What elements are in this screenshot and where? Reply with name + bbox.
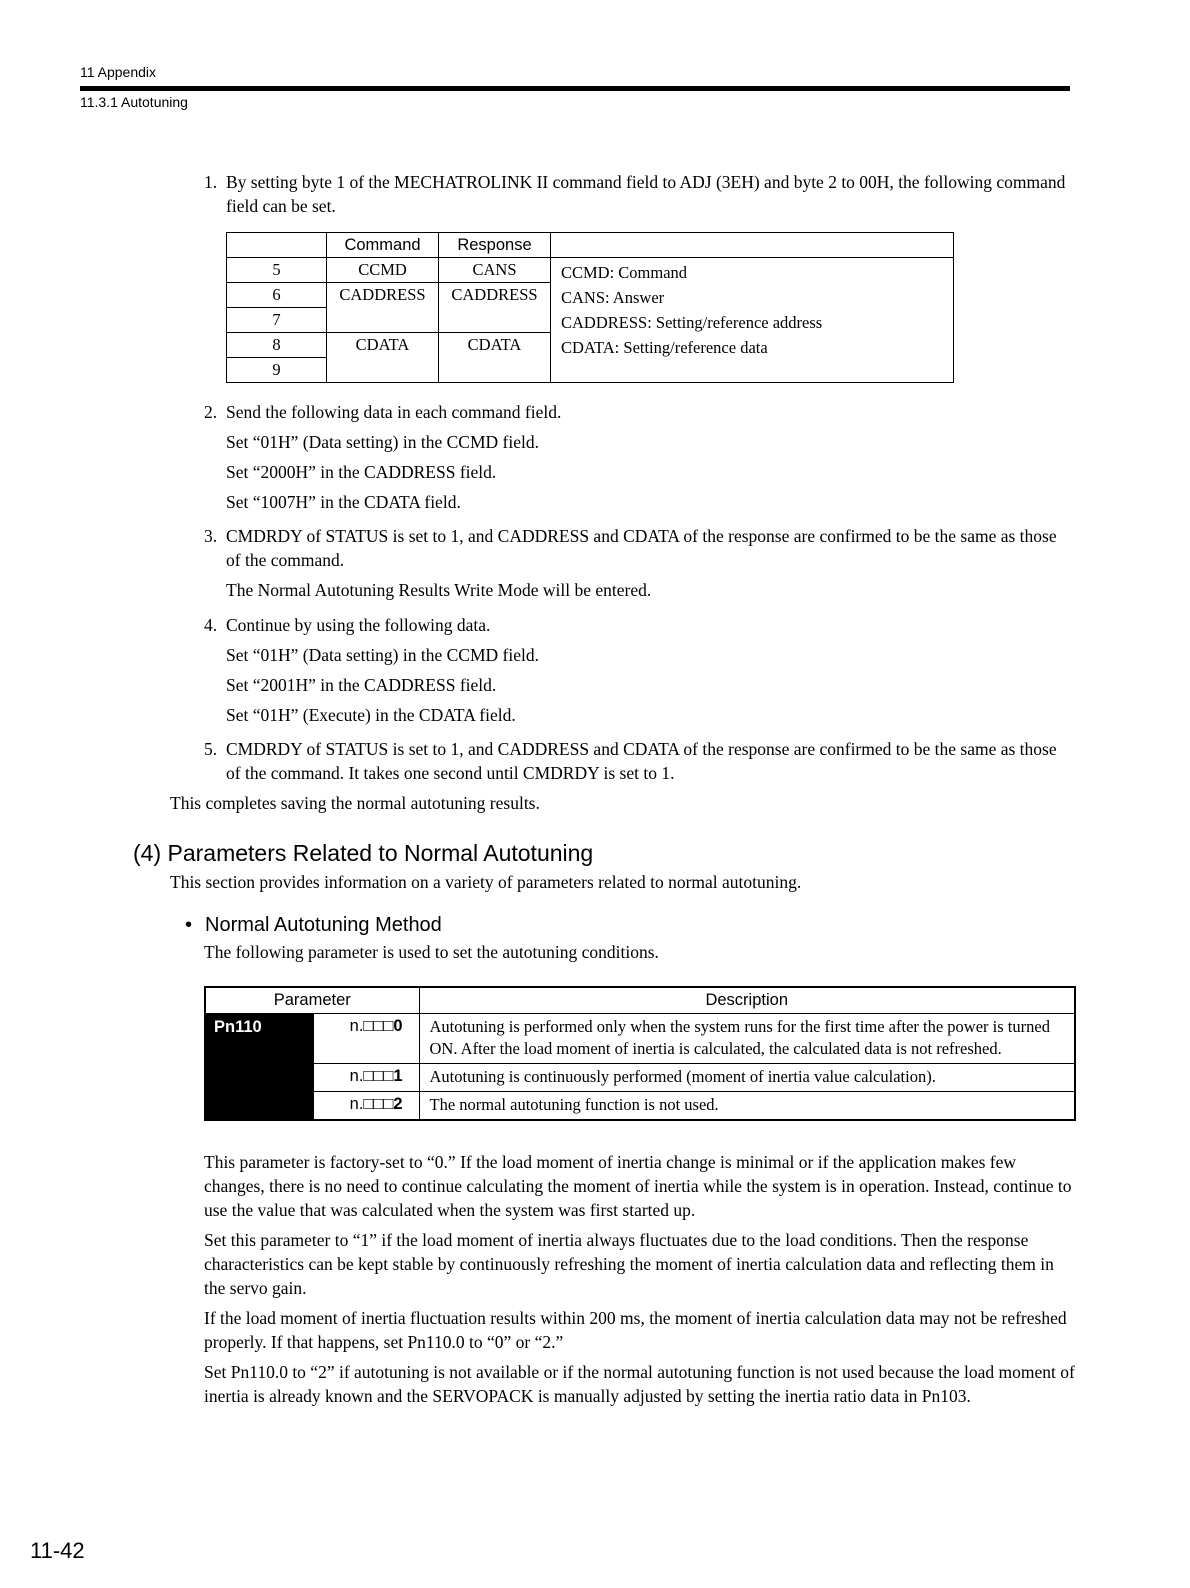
table-row [205, 1064, 1075, 1092]
subsection-title [185, 914, 442, 937]
setting-description: Autotuning is continuously performed (moment of inertia value calculation). [419, 1064, 1075, 1092]
step-5 [204, 737, 1072, 785]
step-3 [204, 524, 1072, 602]
step-number: 4. [204, 615, 218, 635]
code-digit: 1 [393, 1067, 403, 1085]
byte-cell: 5 [227, 258, 327, 283]
legend-header-cell [551, 233, 954, 258]
legend-item: CDATA: Setting/reference data [561, 338, 768, 357]
parameter-header: Parameter [205, 987, 419, 1014]
command-cell [327, 358, 439, 383]
legend-item: CCMD: Command [561, 263, 688, 282]
legend-item: CADDRESS: Setting/reference address [561, 313, 823, 332]
table-row [205, 1092, 1075, 1121]
section-header: 11.3.1 Autotuning [80, 94, 188, 110]
response-cell: CADDRESS [439, 283, 551, 308]
step-subline: Set “2000H” in the CADDRESS field. [226, 462, 497, 482]
step-subline: Set “01H” (Data setting) in the CCMD field. [226, 645, 539, 665]
byte-cell: 8 [227, 333, 327, 358]
step-number: 1. [204, 172, 218, 192]
table-row [227, 258, 954, 283]
parameter-table [204, 986, 1076, 1121]
step-text: Send the following data in each command field. [226, 402, 562, 422]
command-cell: CADDRESS [327, 283, 439, 308]
paragraph: Set Pn110.0 to “2” if autotuning is not available or if the normal autotuning function is not used because the load moment of inertia is already known and the SERVOPACK is manually adjusted by setting the inertia ratio data in Pn103. [204, 1362, 1075, 1406]
chapter-header: 11 Appendix [80, 64, 157, 80]
response-cell: CANS [439, 258, 551, 283]
command-cell: CCMD [327, 258, 439, 283]
setting-code [313, 1014, 419, 1064]
paragraph: Set this parameter to “1” if the load moment of inertia always fluctuates due to the load conditions. Then the response characteristics can be kept stable by continuously refreshing the moment of inertia calculation data and reflecting them in the servo gain. [204, 1230, 1054, 1298]
step-subline: The Normal Autotuning Results Write Mode will be entered. [226, 580, 652, 600]
bullet-icon: • [185, 914, 193, 936]
step-subline: Set “1007H” in the CDATA field. [226, 492, 461, 512]
response-header: Response [439, 233, 551, 258]
step-text: By setting byte 1 of the MECHATROLINK II command field to ADJ (3EH) and byte 2 to 00H, the following command field can be set. [226, 172, 1066, 216]
step-subline: Set “2001H” in the CADDRESS field. [226, 675, 497, 695]
code-digit: 0 [393, 1017, 403, 1035]
response-cell: CDATA [439, 333, 551, 358]
step-number: 5. [204, 739, 218, 759]
subsection-intro: The following parameter is used to set the autotuning conditions. [204, 942, 659, 962]
placeholder-box-icon: □□□ [363, 1017, 394, 1035]
paragraph: This parameter is factory-set to “0.” If the load moment of inertia change is minimal or if the application makes few changes, there is no need to continue calculating the moment of inertia while the system is in operation. Instead, continue to use the value that was calculated when the system was first started up. [204, 1152, 1072, 1220]
step-text: CMDRDY of STATUS is set to 1, and CADDRESS and CDATA of the response are confirmed to be the same as those of the command. It takes one second until CMDRDY is set to 1. [226, 739, 1057, 783]
step-subline: Set “01H” (Execute) in the CDATA field. [226, 705, 516, 725]
byte-cell: 6 [227, 283, 327, 308]
code-prefix: n. [349, 1017, 364, 1035]
legend-item: CANS: Answer [561, 288, 665, 307]
byte-header [227, 233, 327, 258]
step-4 [204, 613, 1072, 727]
step-2 [204, 400, 1072, 514]
section-title: (4) Parameters Related to Normal Autotuning [133, 840, 594, 866]
step-subline: Set “01H” (Data setting) in the CCMD field. [226, 432, 539, 452]
response-cell [439, 358, 551, 383]
setting-code [313, 1092, 419, 1121]
setting-code [313, 1064, 419, 1092]
table-row [205, 1014, 1075, 1064]
body-paragraphs [204, 1150, 1076, 1408]
step-text: CMDRDY of STATUS is set to 1, and CADDRESS and CDATA of the response are confirmed to be the same as those of the command. [226, 526, 1057, 570]
command-cell [327, 308, 439, 333]
command-field-table [226, 232, 954, 383]
table-header-row [205, 987, 1075, 1014]
response-cell [439, 308, 551, 333]
step-number: 3. [204, 526, 218, 546]
section-intro: This section provides information on a variety of parameters related to normal autotuning. [170, 872, 802, 892]
byte-cell: 7 [227, 308, 327, 333]
byte-cell: 9 [227, 358, 327, 383]
command-header: Command [327, 233, 439, 258]
placeholder-box-icon: □□□ [363, 1095, 394, 1113]
code-prefix: n. [349, 1067, 364, 1085]
legend-cell [551, 258, 954, 383]
placeholder-box-icon: □□□ [363, 1067, 394, 1085]
step-1 [204, 170, 1072, 218]
completion-text: This completes saving the normal autotuning results. [170, 793, 540, 813]
page-number: 11-42 [30, 1538, 85, 1563]
setting-description: Autotuning is performed only when the system runs for the first time after the power is turned ON. After the load moment of inertia is calculated, the calculated data is not refreshed. [419, 1014, 1075, 1064]
step-number: 2. [204, 402, 218, 422]
code-digit: 2 [393, 1095, 403, 1113]
table-header-row [227, 233, 954, 258]
setting-description: The normal autotuning function is not used. [419, 1092, 1075, 1121]
description-header: Description [419, 987, 1075, 1014]
parameter-number: Pn110 [205, 1014, 313, 1121]
header-rule [80, 86, 1070, 91]
subsection-label: Normal Autotuning Method [205, 914, 442, 936]
command-cell: CDATA [327, 333, 439, 358]
paragraph: If the load moment of inertia fluctuation results within 200 ms, the moment of inertia calculation data may not be refreshed properly. If that happens, set Pn110.0 to “0” or “2.” [204, 1308, 1067, 1352]
code-prefix: n. [349, 1095, 364, 1113]
step-text: Continue by using the following data. [226, 615, 491, 635]
